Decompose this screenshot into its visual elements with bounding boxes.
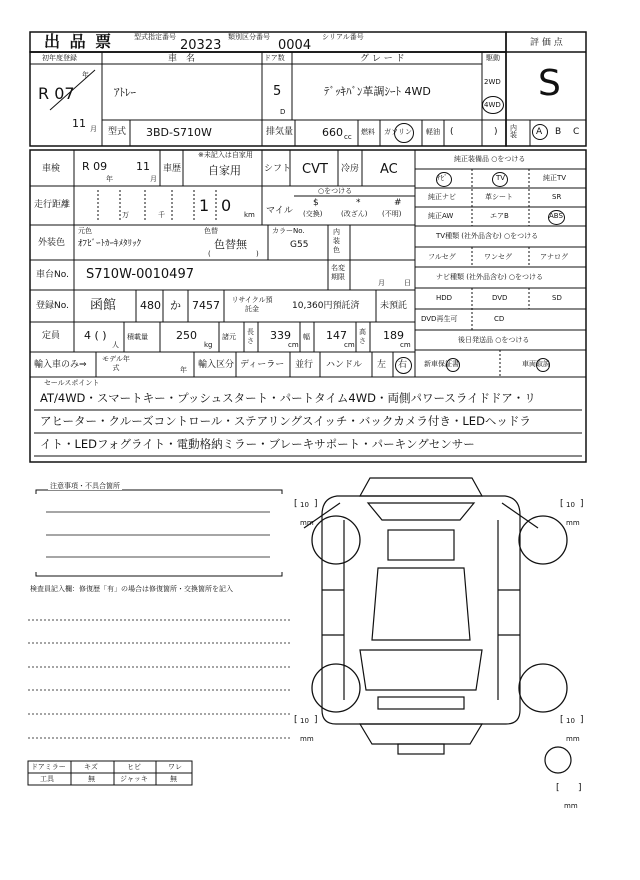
- fuel-circle-mark: [394, 123, 414, 143]
- fuel-value: ガソリン: [384, 128, 412, 136]
- year-unit: 年: [82, 71, 89, 79]
- length-label: 長さ: [247, 328, 254, 345]
- tire-fr-value: 10: [566, 501, 575, 509]
- spare-bracket: [: [556, 783, 560, 793]
- drive-label: 駆動: [486, 54, 500, 62]
- model-year-unit: 年: [180, 366, 187, 374]
- recycle-status[interactable]: 未預託: [380, 301, 408, 311]
- tire-fr-unit: mm: [566, 519, 580, 527]
- dealer-option[interactable]: ディーラー: [240, 360, 285, 370]
- cd-option[interactable]: CD: [494, 315, 505, 323]
- shift-value: CVT: [302, 162, 328, 177]
- model-year-label: モデル年式: [102, 355, 130, 372]
- table-header-scratch: キズ: [84, 763, 98, 771]
- nav-dvd[interactable]: DVD: [492, 294, 508, 302]
- model-cert-label: 型式指定番号: [134, 33, 176, 41]
- spare-bracket-close: ]: [578, 783, 582, 793]
- equip-leather-seat[interactable]: 革シート: [485, 193, 513, 201]
- name-change-day: 日: [404, 279, 411, 287]
- drive-2wd[interactable]: 2WD: [484, 78, 501, 86]
- serial-label: シリアル番号: [322, 33, 364, 41]
- tire-rr-unit: mm: [566, 735, 580, 743]
- frame-value: S710W-0010497: [86, 267, 194, 282]
- dvd-playback[interactable]: DVD再生可: [421, 315, 458, 323]
- exchange-label[interactable]: (交換): [303, 210, 323, 218]
- modified-symbol: *: [356, 198, 361, 208]
- interior-a-circle-mark: [532, 124, 548, 140]
- doors-value: 5: [273, 84, 282, 99]
- table-tools: 工具: [40, 775, 54, 783]
- tire-fl-bracket-close: ]: [314, 499, 318, 509]
- length-value: 339: [270, 329, 291, 342]
- load-value: 250: [176, 329, 197, 342]
- spare-unit: mm: [564, 802, 578, 810]
- history-value: 自家用: [208, 164, 241, 177]
- cooler-label: 冷房: [341, 164, 360, 174]
- color-change-label: 色替: [204, 227, 218, 235]
- tire-rl-value: 10: [300, 717, 309, 725]
- tire-fr-bracket: [: [560, 499, 564, 509]
- modified-label[interactable]: (改ざん): [341, 210, 368, 218]
- mileage-sen: 千: [158, 211, 165, 219]
- displacement-value: 660: [322, 126, 343, 139]
- equip-airbag[interactable]: エアB: [490, 212, 509, 220]
- table-header-crack: ヒビ: [127, 763, 141, 771]
- tire-rl-bracket-close: ]: [314, 715, 318, 725]
- sales-line-2: アヒーター・クルーズコントロール・ステアリングスイッチ・バックカメラ付き・LEDヘッドラ: [40, 414, 531, 428]
- displacement-unit: cc: [344, 133, 352, 141]
- exterior-label: 外装色: [38, 238, 66, 248]
- grade-score-value: S: [538, 63, 561, 104]
- load-label: 積載量: [127, 333, 148, 341]
- reg-kana: か: [170, 299, 181, 312]
- sales-line-1: AT/4WD・スマートキー・プッシュスタート・パートタイム4WD・両側パワースライドドア・リ: [40, 391, 536, 405]
- type-label: 型式: [108, 127, 127, 137]
- reg-label: 登録No.: [36, 301, 69, 311]
- month-unit: 月: [90, 125, 97, 133]
- name-change-month: 月: [378, 279, 385, 287]
- reg-place: 函館: [90, 298, 117, 313]
- handle-left[interactable]: 左: [377, 360, 387, 370]
- later-manual[interactable]: 車両取説: [522, 360, 550, 368]
- equipment-title: 純正装備品 ○をつける: [454, 155, 526, 163]
- tire-rl-bracket: [: [294, 715, 298, 725]
- height-value: 189: [383, 329, 404, 342]
- recycle-label: リサイクル預託金: [231, 296, 273, 313]
- class-value: 0004: [278, 38, 312, 53]
- height-unit: cm: [400, 341, 411, 349]
- history-note: ※未記入は自家用: [198, 151, 253, 159]
- inspection-year-unit: 年: [106, 175, 113, 183]
- inspection-month-unit: 月: [150, 175, 157, 183]
- equip-abs-circle-mark: [548, 210, 565, 225]
- interior-a[interactable]: A: [536, 127, 543, 137]
- grade-score-label: 評 価 点: [530, 38, 563, 48]
- tire-fl-value: 10: [300, 501, 309, 509]
- car-name-value: ｱﾄﾚｰ: [114, 86, 136, 99]
- color-paren-open: (: [208, 250, 211, 258]
- capacity-value: 4 ( ): [84, 329, 107, 342]
- mile-label: マイル: [266, 206, 293, 216]
- class-label: 類別区分番号: [228, 33, 270, 41]
- unknown-symbol: #: [394, 198, 402, 208]
- equip-navi[interactable]: ﾅﾋﾞ: [437, 174, 448, 182]
- table-jack-value: 無: [170, 775, 177, 783]
- grade-label: グ レ ー ド: [360, 54, 405, 64]
- inspector-label: 検査員記入欄：修復歴「有」の場合は修復箇所・交換箇所を記入: [30, 585, 233, 593]
- model-cert-value: 20323: [180, 38, 222, 53]
- interior-c[interactable]: C: [573, 127, 580, 137]
- handle-right-circle-mark: [395, 357, 412, 374]
- nav-sd[interactable]: SD: [552, 294, 562, 302]
- equip-genuine-tv[interactable]: 純正TV: [543, 174, 567, 182]
- equip-sunroof[interactable]: SR: [552, 193, 562, 201]
- table-header-break: ワレ: [168, 763, 182, 771]
- mileage-man: 万: [122, 211, 129, 219]
- load-unit: kg: [204, 341, 213, 349]
- equip-abs[interactable]: ABS: [549, 212, 563, 220]
- doors-sub: D: [280, 108, 286, 116]
- color-change-value: 色替無: [214, 238, 247, 251]
- year-value: R 07: [38, 84, 75, 103]
- history-label: 車歴: [163, 164, 182, 174]
- fuel-label: 燃料: [361, 128, 375, 136]
- month-value: 11: [72, 117, 86, 130]
- inspection-year: R 09: [82, 160, 108, 173]
- tire-fl-unit: mm: [300, 519, 314, 527]
- color-no-value: G55: [290, 240, 309, 250]
- nav-type-title: ナビ種類 (社外品含む) ○をつける: [436, 273, 544, 281]
- capacity-unit: 人: [112, 341, 119, 349]
- tv-fullseg[interactable]: フルセグ: [428, 253, 456, 261]
- mileage-digit-1: 1: [199, 196, 210, 215]
- mileage-unit: km: [244, 211, 255, 219]
- inspection-label: 車検: [42, 164, 61, 174]
- cooler-value: AC: [380, 162, 398, 177]
- mileage-digit-2: 0: [221, 196, 232, 215]
- import-class-label: 輸入区分: [198, 360, 235, 370]
- recycle-value: 10,360円預託済: [292, 301, 360, 311]
- import-label: 輸入車のみ⇒: [34, 360, 87, 370]
- drive-4wd[interactable]: 4WD: [484, 101, 501, 109]
- exchange-symbol: $: [313, 198, 319, 208]
- dims-label: 諸元: [222, 333, 236, 341]
- tire-fr-bracket-close: ]: [580, 499, 584, 509]
- handle-right[interactable]: 右: [398, 360, 408, 370]
- table-header-door-mirror: ドアミラー: [31, 763, 66, 771]
- color-no-label: カラーNo.: [272, 227, 305, 235]
- notes-label: 注意事項・不具合箇所: [50, 482, 120, 490]
- sales-label: セールスポイント: [44, 379, 100, 387]
- length-unit: cm: [288, 341, 299, 349]
- later-warranty-circle-mark: [446, 358, 460, 372]
- height-label: 高さ: [359, 328, 366, 345]
- unknown-label[interactable]: (不明): [382, 210, 402, 218]
- tv-analog[interactable]: アナログ: [540, 253, 568, 261]
- equip-genuine-aw[interactable]: 純正AW: [428, 212, 454, 220]
- width-value: 147: [326, 329, 347, 342]
- tire-rl-unit: mm: [300, 735, 314, 743]
- drive-4wd-circle-mark: [482, 96, 504, 114]
- name-change-label: 名変期限: [331, 264, 345, 281]
- later-warranty[interactable]: 新車保証書: [424, 360, 459, 368]
- parallel-option[interactable]: 並行: [295, 360, 314, 370]
- interior-color-label: 内装色: [333, 228, 340, 254]
- doors-label: ドア数: [264, 54, 285, 62]
- form-title: 出 品 票: [44, 32, 114, 51]
- mileage-label: 走行距離: [34, 200, 71, 210]
- light-open: (: [450, 127, 454, 137]
- tire-fl-bracket: [: [294, 499, 298, 509]
- width-label: 幅: [303, 333, 310, 341]
- shift-label: シフト: [264, 164, 292, 174]
- light-label: 軽油: [426, 128, 440, 136]
- later-manual-circle-mark: [536, 358, 550, 372]
- reg-number: 7457: [192, 299, 220, 312]
- meter-note: ○をつける: [318, 187, 353, 195]
- sales-line-3: イト・LEDフォグライト・電動格納ミラー・ブレーキサポート・パーキングセンサー: [40, 437, 475, 451]
- table-jack: ジャッキ: [120, 775, 148, 783]
- equip-genuine-navi[interactable]: 純正ナビ: [428, 193, 456, 201]
- first-reg-label: 初年度登録: [42, 54, 77, 62]
- later-title: 後日発送品 ○をつける: [458, 336, 530, 344]
- orig-color-label: 元色: [78, 227, 92, 235]
- interior-b[interactable]: B: [555, 127, 562, 137]
- inspection-month: 11: [136, 160, 150, 173]
- equip-tv[interactable]: TV: [496, 174, 506, 182]
- color-paren-close: ): [256, 250, 259, 258]
- tv-oneseg[interactable]: ワンセグ: [484, 253, 512, 261]
- grade-value: ﾃﾞｯｷﾊﾞﾝ革調ｼｰﾄ 4WD: [324, 85, 431, 98]
- capacity-label: 定員: [42, 331, 61, 341]
- nav-hdd[interactable]: HDD: [436, 294, 453, 302]
- handle-label: ハンドル: [326, 360, 363, 370]
- type-value: 3BD-S710W: [146, 126, 212, 139]
- table-tools-value: 無: [88, 775, 95, 783]
- light-close: ): [494, 127, 498, 137]
- equip-navi-circle-mark: [436, 172, 452, 187]
- tire-rr-value: 10: [566, 717, 575, 725]
- tire-rr-bracket: [: [560, 715, 564, 725]
- tv-type-title: TV種類 (社外品含む) ○をつける: [436, 232, 539, 240]
- orig-color-value: ｵﾌﾋﾞｰﾄｶｰｷﾒﾀﾘｯｸ: [78, 239, 142, 249]
- equip-tv-circle-mark: [492, 172, 508, 187]
- tire-rr-bracket-close: ]: [580, 715, 584, 725]
- displacement-label: 排気量: [266, 127, 294, 137]
- width-unit: cm: [344, 341, 355, 349]
- frame-label: 車台No.: [36, 270, 69, 280]
- interior-label: 内装: [510, 124, 517, 139]
- car-name-label: 車 名: [168, 54, 196, 64]
- reg-class: 480: [140, 299, 161, 312]
